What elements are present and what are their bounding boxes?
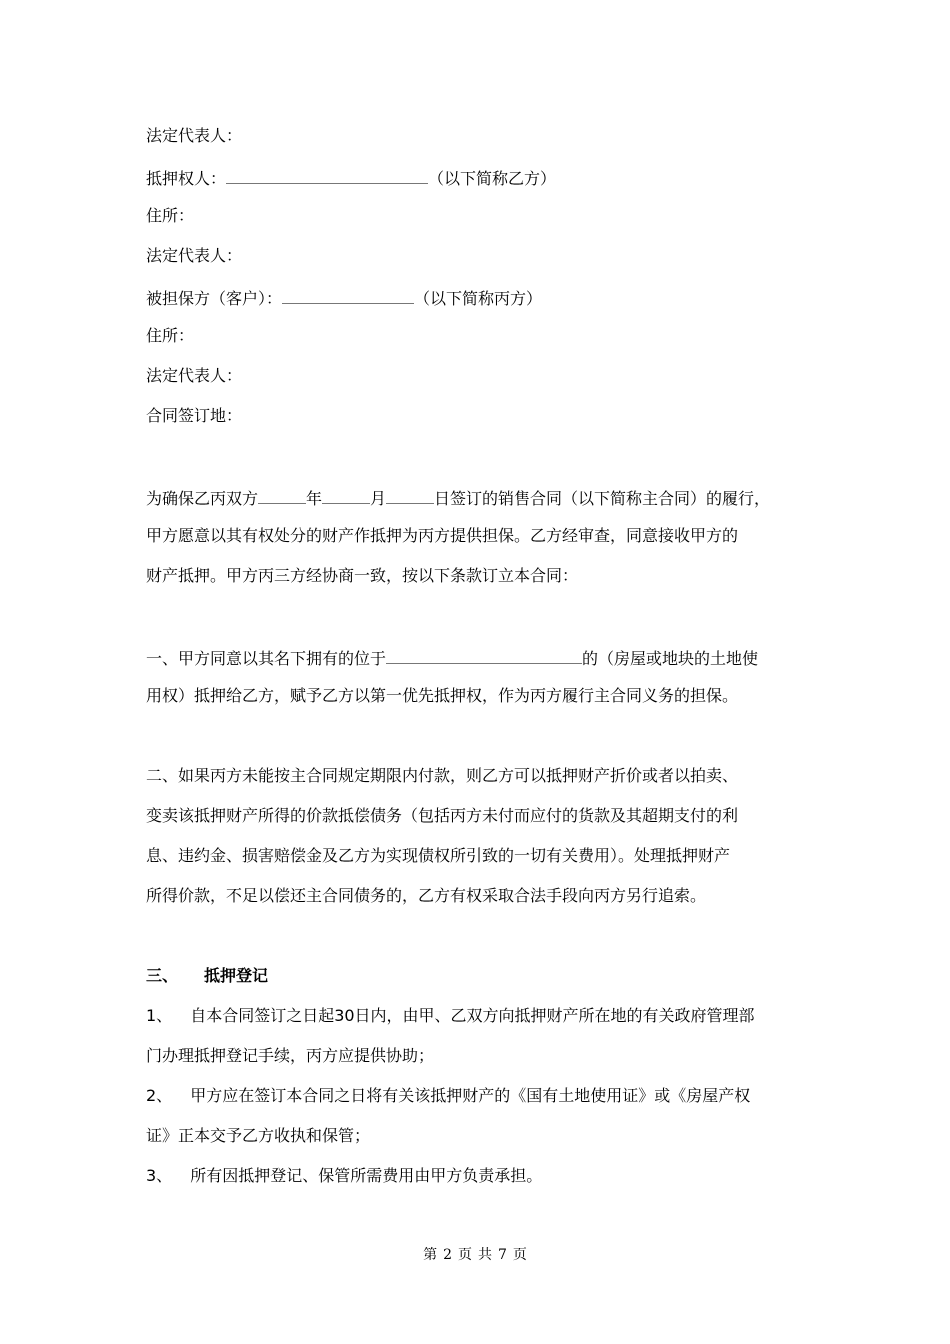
footer-label: 共: [478, 1247, 492, 1263]
location-blank: [386, 646, 582, 664]
preamble-line-2: [146, 526, 738, 546]
clause3-item1-line-2: [146, 1046, 434, 1066]
footer-label: 页: [458, 1247, 472, 1263]
clause3-heading-number: 三、: [146, 966, 179, 985]
clause1-text: 用权）抵押给乙方，赋予乙方以第一优先抵押权，作为丙方履行主合同义务的担保。: [146, 686, 739, 705]
signing-place-line: [146, 406, 242, 426]
signing-place-label: 合同签订地：: [146, 406, 243, 425]
item-text: 所有因抵押登记、保管所需费用由甲方负责承担。: [190, 1166, 543, 1185]
year-label: 年: [306, 489, 323, 508]
footer-label: 页: [512, 1247, 527, 1263]
preamble-line-3: [146, 566, 578, 586]
clause3-item1-line-1: [146, 1006, 755, 1026]
preamble-line-1: [146, 486, 770, 506]
clause2-text: 变卖该抵押财产所得的价款抵偿债务（包括丙方未付而应付的货款及其超期支付的利: [146, 806, 739, 825]
clause2-text: 二、如果丙方未能按主合同规定期限内付款，则乙方可以抵押财产折价或者以拍卖、: [146, 766, 739, 785]
item-number: 1、: [146, 1006, 173, 1025]
item-number: 2、: [146, 1086, 173, 1105]
guaranteed-party-blank: [282, 286, 414, 304]
clause2-text: 所得价款，不足以偿还主合同债务的，乙方有权采取合法手段向丙方另行追索。: [146, 886, 707, 905]
mortgagee-line: [146, 166, 556, 186]
address-line-1: [146, 206, 194, 226]
clause2-line-1: [146, 766, 738, 786]
clause2-text: 息、违约金、损害赔偿金及乙方为实现债权所引致的一切有关费用）。处理抵押财产: [146, 846, 731, 865]
mortgagee-label: 抵押权人：: [146, 169, 227, 188]
legal-rep-label: 法定代表人：: [146, 246, 243, 265]
mortgagee-suffix: （以下简称乙方）: [428, 169, 557, 188]
clause3-heading: [146, 966, 268, 986]
month-blank: [322, 486, 370, 504]
preamble-text: 甲方愿意以其有权处分的财产作抵押为丙方提供担保。乙方经审查，同意接收甲方的: [146, 526, 739, 545]
item-number: 3、: [146, 1166, 173, 1185]
address-label: 住所：: [146, 206, 195, 225]
preamble-text: 日签订的销售合同（以下简称主合同）的履行，: [434, 489, 771, 508]
page-footer: [0, 1246, 950, 1264]
preamble-text: 为确保乙丙双方: [146, 489, 259, 508]
total-pages-number: 7: [498, 1247, 507, 1263]
clause3-item2-line-2: [146, 1126, 370, 1146]
clause1-text: 一、甲方同意以其名下拥有的位于: [146, 649, 387, 668]
clause2-line-2: [146, 806, 738, 826]
guaranteed-party-label: 被担保方（客户）：: [146, 289, 283, 308]
guaranteed-party-suffix: （以下简称丙方）: [414, 289, 543, 308]
year-blank: [258, 486, 306, 504]
clause2-line-3: [146, 846, 730, 866]
legal-rep-line-1: [146, 126, 242, 146]
item-text: 甲方应在签订本合同之日将有关该抵押财产的《国有土地使用证》或《房屋产权: [190, 1086, 751, 1105]
item-text: 门办理抵押登记手续，丙方应提供协助；: [146, 1046, 435, 1065]
mortgagee-blank: [226, 166, 428, 184]
day-blank: [386, 486, 434, 504]
current-page-number: 2: [443, 1247, 452, 1263]
clause3-item2-line-1: [146, 1086, 750, 1106]
legal-rep-label: 法定代表人：: [146, 366, 243, 385]
legal-rep-line-2: [146, 246, 242, 266]
clause3-item3-line-1: [146, 1166, 542, 1186]
clause1-line-2: [146, 686, 738, 706]
clause1-line-1: [146, 646, 758, 666]
item-text: 自本合同签订之日起30日内，由甲、乙双方向抵押财产所在地的有关政府管理部: [190, 1006, 755, 1025]
month-label: 月: [370, 489, 387, 508]
clause3-heading-title: 抵押登记: [204, 966, 269, 985]
item-text: 证》正本交予乙方收执和保管；: [146, 1126, 371, 1145]
address-line-2: [146, 326, 194, 346]
preamble-text: 财产抵押。甲方丙三方经协商一致，按以下条款订立本合同：: [146, 566, 579, 585]
legal-rep-line-3: [146, 366, 242, 386]
guaranteed-party-line: [146, 286, 542, 306]
clause2-line-4: [146, 886, 706, 906]
legal-rep-label: 法定代表人：: [146, 126, 243, 145]
address-label: 住所：: [146, 326, 195, 345]
clause1-text: 的（房屋或地块的土地使: [582, 649, 759, 668]
footer-label: 第: [423, 1247, 438, 1263]
